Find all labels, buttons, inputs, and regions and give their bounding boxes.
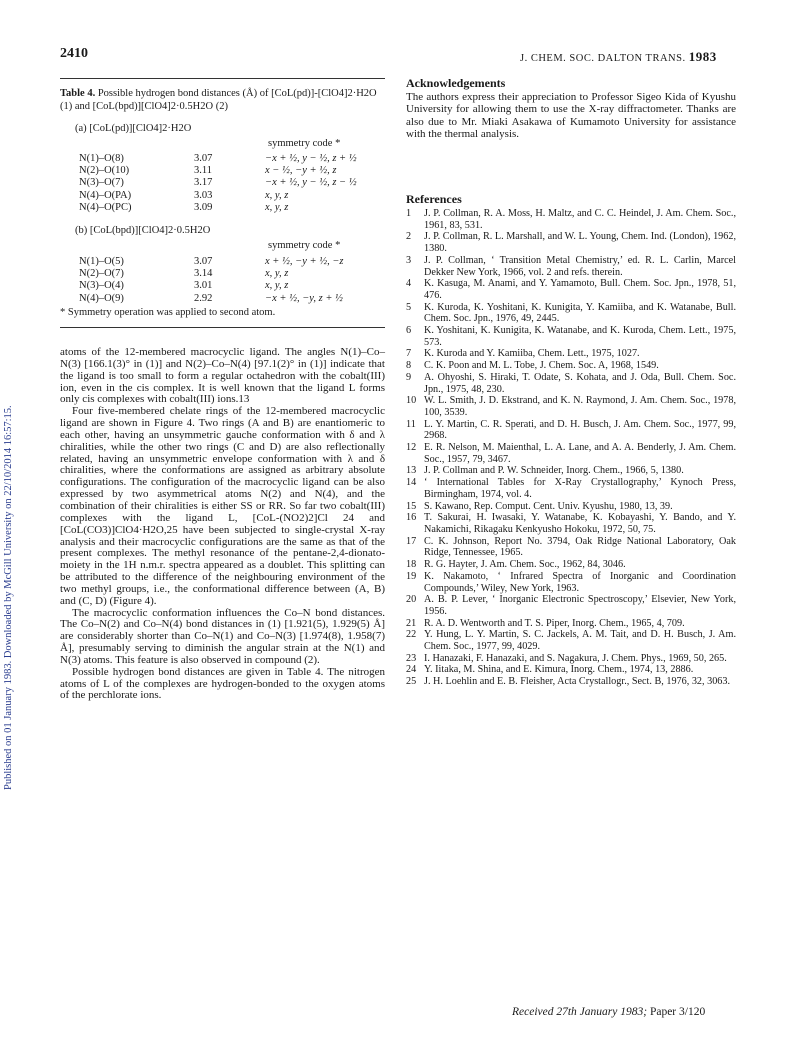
- reference-item: [406, 477, 736, 500]
- reference-text: Y. Hung, L. Y. Martin, S. C. Jackels, A. M. Tait, and D. H. Busch, J. Am. Chem. Soc., 1977, 99, 4029.: [424, 629, 736, 653]
- bond-table-b: [79, 256, 344, 305]
- reference-text: T. Sakurai, H. Iwasaki, Y. Watanabe, K. Kobayashi, Y. Bando, and Y. Nakamichi, Rikagaku Kenkyusho Hokoku, 1972, 50, 75.: [424, 512, 736, 535]
- body-paragraph: The macrocyclic conformation influences the Co–N bond distances. The Co–N(2) and Co–N(4) bond distances in (1) [1.921(5), 1.929(5) Å] are considerably shorter than Co–N(1) and Co–N(3) [1.974(8), 1.958(7) Å], presumably serving to diminish the angular strain at the N(1) and N(3) atoms. This feature is also observed in compound (2).: [60, 606, 385, 666]
- reference-number: 21: [406, 617, 417, 629]
- references-list: [406, 208, 736, 688]
- received-date: Received 27th January 1983;: [512, 1006, 648, 1018]
- bond-label: N(4)–O(PA): [79, 189, 132, 201]
- reference-item: [406, 676, 736, 688]
- reference-item: [406, 512, 736, 535]
- bond-distance: 3.03: [194, 189, 213, 201]
- reference-text: S. Kawano, Rep. Comput. Cent. Univ. Kyushu, 1980, 13, 39.: [424, 500, 673, 512]
- reference-item: [406, 629, 736, 652]
- reference-item: [406, 348, 736, 360]
- reference-item: [406, 594, 736, 617]
- reference-number: 15: [406, 500, 417, 512]
- reference-number: 5: [406, 301, 412, 313]
- reference-text: R. A. D. Wentworth and T. S. Piper, Inorg. Chem., 1965, 4, 709.: [424, 617, 685, 629]
- reference-item: [406, 442, 736, 465]
- reference-item: [406, 653, 736, 665]
- symmetry-code-header-b: symmetry code *: [268, 240, 341, 251]
- reference-item: [406, 664, 736, 676]
- side-note-text: Published on 01 January 1983. Downloaded by McGill University on 22/10/2014 16:57:15.: [3, 405, 14, 790]
- reference-number: 1: [406, 208, 412, 219]
- page-number: 2410: [60, 46, 88, 61]
- bond-label: N(1)–O(5): [79, 256, 124, 267]
- table-bottom-rule: [60, 327, 385, 328]
- reference-number: 9: [406, 371, 412, 383]
- bond-row: [79, 280, 344, 292]
- bond-row: [79, 177, 357, 189]
- paper-number: Paper 3/120: [649, 1006, 706, 1018]
- symmetry-code: −x + ½, y − ½, z − ½: [265, 177, 357, 189]
- body-paragraph: atoms of the 12-membered macrocyclic ligand. The angles N(1)–Co–N(3) [166.1(3)° in (1)] and N(2)–Co–N(4) [97.1(2)° in (1)] indicate that the ligand is too small to form a regular octahedron with the cobalt(III) ion, even in the cis complex. It is well known that the ligand L forms only cis complexes with cobalt(III) ions.13: [60, 346, 385, 406]
- reference-item: [406, 231, 736, 254]
- body-paragraph: Possible hydrogen bond distances are given in Table 4. The nitrogen atoms of L of the complexes are hydrogen-bonded to the oxygen atoms of the perchlorate ions.: [60, 665, 385, 702]
- reference-item: [406, 360, 736, 372]
- reference-text: K. Kuroda, K. Yoshitani, K. Kunigita, Y. Kamiiba, and K. Watanabe, Bull. Chem. Soc. Jpn., 1976, 49, 2445.: [424, 301, 736, 325]
- reference-item: [406, 302, 736, 325]
- bond-row: [79, 165, 357, 177]
- reference-item: [406, 536, 736, 559]
- bond-label: N(2)–O(7): [79, 268, 124, 280]
- journal-header: [520, 49, 717, 65]
- acknowledgements-text: The authors express their appreciation to Professor Sigeo Kida of Kyushu University for allowing them to use the X-ray diffractometer. Thanks are also due to Mr. Miaki Asakawa of Kumamoto University for assistance with the thermal analysis.: [406, 91, 736, 141]
- table-caption: [60, 88, 384, 113]
- reference-text: A. B. P. Lever, ‘ Inorganic Electronic Spectroscopy,’ Elsevier, New York, 1956.: [424, 594, 736, 617]
- reference-item: [406, 501, 736, 513]
- reference-number: 8: [406, 360, 412, 372]
- table-label: Table 4.: [60, 88, 96, 99]
- reference-item: [406, 395, 736, 418]
- reference-text: K. Kuroda and Y. Kamiiba, Chem. Lett., 1975, 1027.: [424, 348, 640, 360]
- reference-text: E. R. Nelson, M. Maienthal, L. A. Lane, and A. A. Benderly, J. Am. Chem. Soc., 1957, 79, 3467.: [424, 442, 736, 465]
- reference-number: 2: [406, 231, 412, 243]
- reference-number: 18: [406, 559, 417, 571]
- bond-label: N(4)–O(PC): [79, 201, 132, 213]
- reference-number: 7: [406, 348, 412, 360]
- reference-item: [406, 208, 736, 231]
- reference-item: [406, 618, 736, 630]
- reference-number: 6: [406, 325, 412, 337]
- reference-text: W. L. Smith, J. D. Ekstrand, and K. N. Raymond, J. Am. Chem. Soc., 1978, 100, 3539.: [424, 395, 736, 418]
- bond-label: N(1)–O(8): [79, 153, 124, 164]
- reference-text: K. Yoshitani, K. Kunigita, K. Watanabe, and K. Kuroda, Chem. Lett., 1975, 573.: [424, 325, 736, 348]
- bond-distance: 3.07: [194, 256, 213, 267]
- symmetry-code: x − ½, −y + ½, z: [265, 165, 337, 177]
- reference-text: C. K. Poon and M. L. Tobe, J. Chem. Soc. A, 1968, 1549.: [424, 360, 659, 372]
- references-title: References: [406, 192, 462, 206]
- reference-number: 11: [406, 418, 416, 430]
- journal-name: J. CHEM. SOC. DALTON TRANS.: [520, 53, 686, 64]
- bond-distance: 2.92: [194, 292, 213, 304]
- reference-number: 23: [406, 652, 417, 664]
- symmetry-code-header-a: symmetry code *: [268, 138, 341, 149]
- journal-year: 1983: [688, 49, 717, 64]
- reference-item: [406, 278, 736, 301]
- reference-number: 22: [406, 629, 417, 641]
- bond-distance: 3.09: [194, 201, 213, 213]
- reference-number: 17: [406, 535, 417, 547]
- reference-text: J. P. Collman, R. L. Marshall, and W. L. Young, Chem. Ind. (London), 1962, 1380.: [424, 231, 736, 255]
- reference-item: [406, 465, 736, 477]
- symmetry-code: −x + ½, −y, z + ½: [265, 292, 343, 304]
- bond-label: N(4)–O(9): [79, 292, 124, 304]
- symmetry-code: x + ½, −y + ½, −z: [265, 256, 344, 267]
- reference-item: [406, 571, 736, 594]
- reference-number: 25: [406, 676, 417, 688]
- reference-number: 4: [406, 278, 412, 290]
- reference-number: 3: [406, 254, 412, 266]
- symmetry-code: x, y, z: [265, 268, 289, 280]
- reference-number: 16: [406, 512, 417, 524]
- bond-label: N(2)–O(10): [79, 165, 130, 177]
- symmetry-code: −x + ½, y − ½, z + ½: [265, 153, 357, 164]
- reference-text: Y. Iitaka, M. Shina, and E. Kimura, Inorg. Chem., 1974, 13, 2886.: [424, 664, 694, 676]
- acknowledgements-title: Acknowledgements: [406, 76, 506, 90]
- bond-label: N(3)–O(4): [79, 280, 124, 292]
- reference-text: A. Ohyoshi, S. Hiraki, T. Odate, S. Kohata, and J. Oda, Bull. Chem. Soc. Jpn., 1975, 48, 230.: [424, 371, 736, 395]
- bond-label: N(3)–O(7): [79, 177, 124, 189]
- table-section-a-heading: (a) [CoL(pd)][ClO4]2·H2O: [75, 123, 192, 134]
- bond-row: [79, 293, 344, 305]
- reference-text: J. P. Collman, ‘ Transition Metal Chemistry,’ ed. R. L. Carlin, Marcel Dekker New York, 1966, vol. 2 and refs. therein.: [424, 254, 736, 278]
- reference-number: 13: [406, 465, 417, 477]
- reference-text: C. K. Johnson, Report No. 3794, Oak Ridge National Laboratory, Oak Ridge, Tennessee, 1965.: [424, 535, 736, 559]
- reference-text: L. Y. Martin, C. R. Sperati, and D. H. Busch, J. Am. Chem. Soc., 1977, 99, 2968.: [424, 418, 736, 442]
- reference-item: [406, 325, 736, 348]
- reference-number: 10: [406, 395, 417, 407]
- bond-row: [79, 268, 344, 280]
- body-text: [60, 347, 385, 702]
- reference-item: [406, 372, 736, 395]
- bond-distance: 3.11: [194, 165, 212, 177]
- table-caption-text: Possible hydrogen bond distances (Å) of [CoL(pd)]-[ClO4]2·H2O (1) and [CoL(bpd)][ClO4]2·0.5H2O (2): [60, 88, 377, 112]
- reference-item: [406, 419, 736, 442]
- reference-number: 20: [406, 594, 417, 606]
- table-top-rule: [60, 78, 385, 79]
- reference-number: 19: [406, 570, 417, 582]
- table-section-b-heading: (b) [CoL(bpd)][ClO4]2·0.5H2O: [75, 225, 211, 236]
- reference-text: ‘ International Tables for X-Ray Crystallography,’ Kynoch Press, Birmingham, 1974, vol. 4.: [424, 477, 736, 500]
- bond-distance: 3.17: [194, 177, 213, 189]
- bond-row: [79, 190, 357, 202]
- reference-text: K. Kasuga, M. Anami, and Y. Yamamoto, Bull. Chem. Soc. Jpn., 1978, 51, 476.: [424, 278, 736, 301]
- reference-text: I. Hanazaki, F. Hanazaki, and S. Nagakura, J. Chem. Phys., 1969, 50, 265.: [424, 652, 727, 664]
- bond-row: [79, 202, 357, 214]
- reference-text: R. G. Hayter, J. Am. Chem. Soc., 1962, 84, 3046.: [424, 559, 626, 571]
- reference-item: [406, 255, 736, 278]
- reference-text: J. P. Collman, R. A. Moss, H. Maltz, and C. C. Heindel, J. Am. Chem. Soc., 1961, 83, 531.: [424, 208, 736, 231]
- reference-item: [406, 559, 736, 571]
- body-paragraph: Four five-membered chelate rings of the 12-membered macrocyclic ligand are shown in Figure 4. Two rings (A and B) are enantiomeric to each other, having an unsymmetric gauche conformation with δ and λ chiralities, while the other two rings (C and D) are also reflectionally related, having an unsymmetric envelope conformation with λ and δ chiralities, where the conformations are assigned as arbitrary absolute configurations. The configuration of the macrocyclic ligand can be also expressed by two asymmetrical atoms N(2) and N(4), and the combination of their chiralities is either SS or RR. So far two cobalt(III) complexes with the ligand L, [CoL-(NO2)2]Cl 24 and [CoL(CO3)]ClO4·H2O,25 have been subjected to single-crystal X-ray analysis and their macrocyclic configurations are the same as that of the present complexes. The methyl resonance of the pentane-2,4-dionato-moiety in the 1H n.m.r. spectra appeared as a doublet. This splitting can be attributed to the difference of the neighbouring environment of the two methyl groups, i.e., the conformational difference between (A, B) and (C, D) (Figure 4).: [60, 405, 385, 607]
- bond-distance: 3.01: [194, 280, 213, 292]
- received-line: [512, 1006, 705, 1018]
- download-side-note: [2, 230, 16, 790]
- bond-row: [79, 256, 344, 268]
- reference-number: 24: [406, 664, 417, 676]
- symmetry-code: x, y, z: [265, 280, 289, 292]
- bond-distance: 3.14: [194, 268, 213, 280]
- reference-text: J. H. Loehlin and E. B. Fleisher, Acta Crystallogr., Sect. B, 1976, 32, 3063.: [424, 676, 731, 688]
- symmetry-code: x, y, z: [265, 201, 289, 213]
- bond-distance: 3.07: [194, 153, 213, 164]
- reference-number: 12: [406, 442, 417, 454]
- bond-table-a: [79, 153, 357, 214]
- table-footnote: * Symmetry operation was applied to second atom.: [60, 307, 276, 318]
- bond-row: [79, 153, 357, 165]
- symmetry-code: x, y, z: [265, 189, 289, 201]
- reference-text: J. P. Collman and P. W. Schneider, Inorg. Chem., 1966, 5, 1380.: [424, 465, 684, 477]
- reference-number: 14: [406, 477, 417, 489]
- reference-text: K. Nakamoto, ‘ Infrared Spectra of Inorganic and Coordination Compounds,’ Wiley, New York, 1963.: [424, 570, 736, 594]
